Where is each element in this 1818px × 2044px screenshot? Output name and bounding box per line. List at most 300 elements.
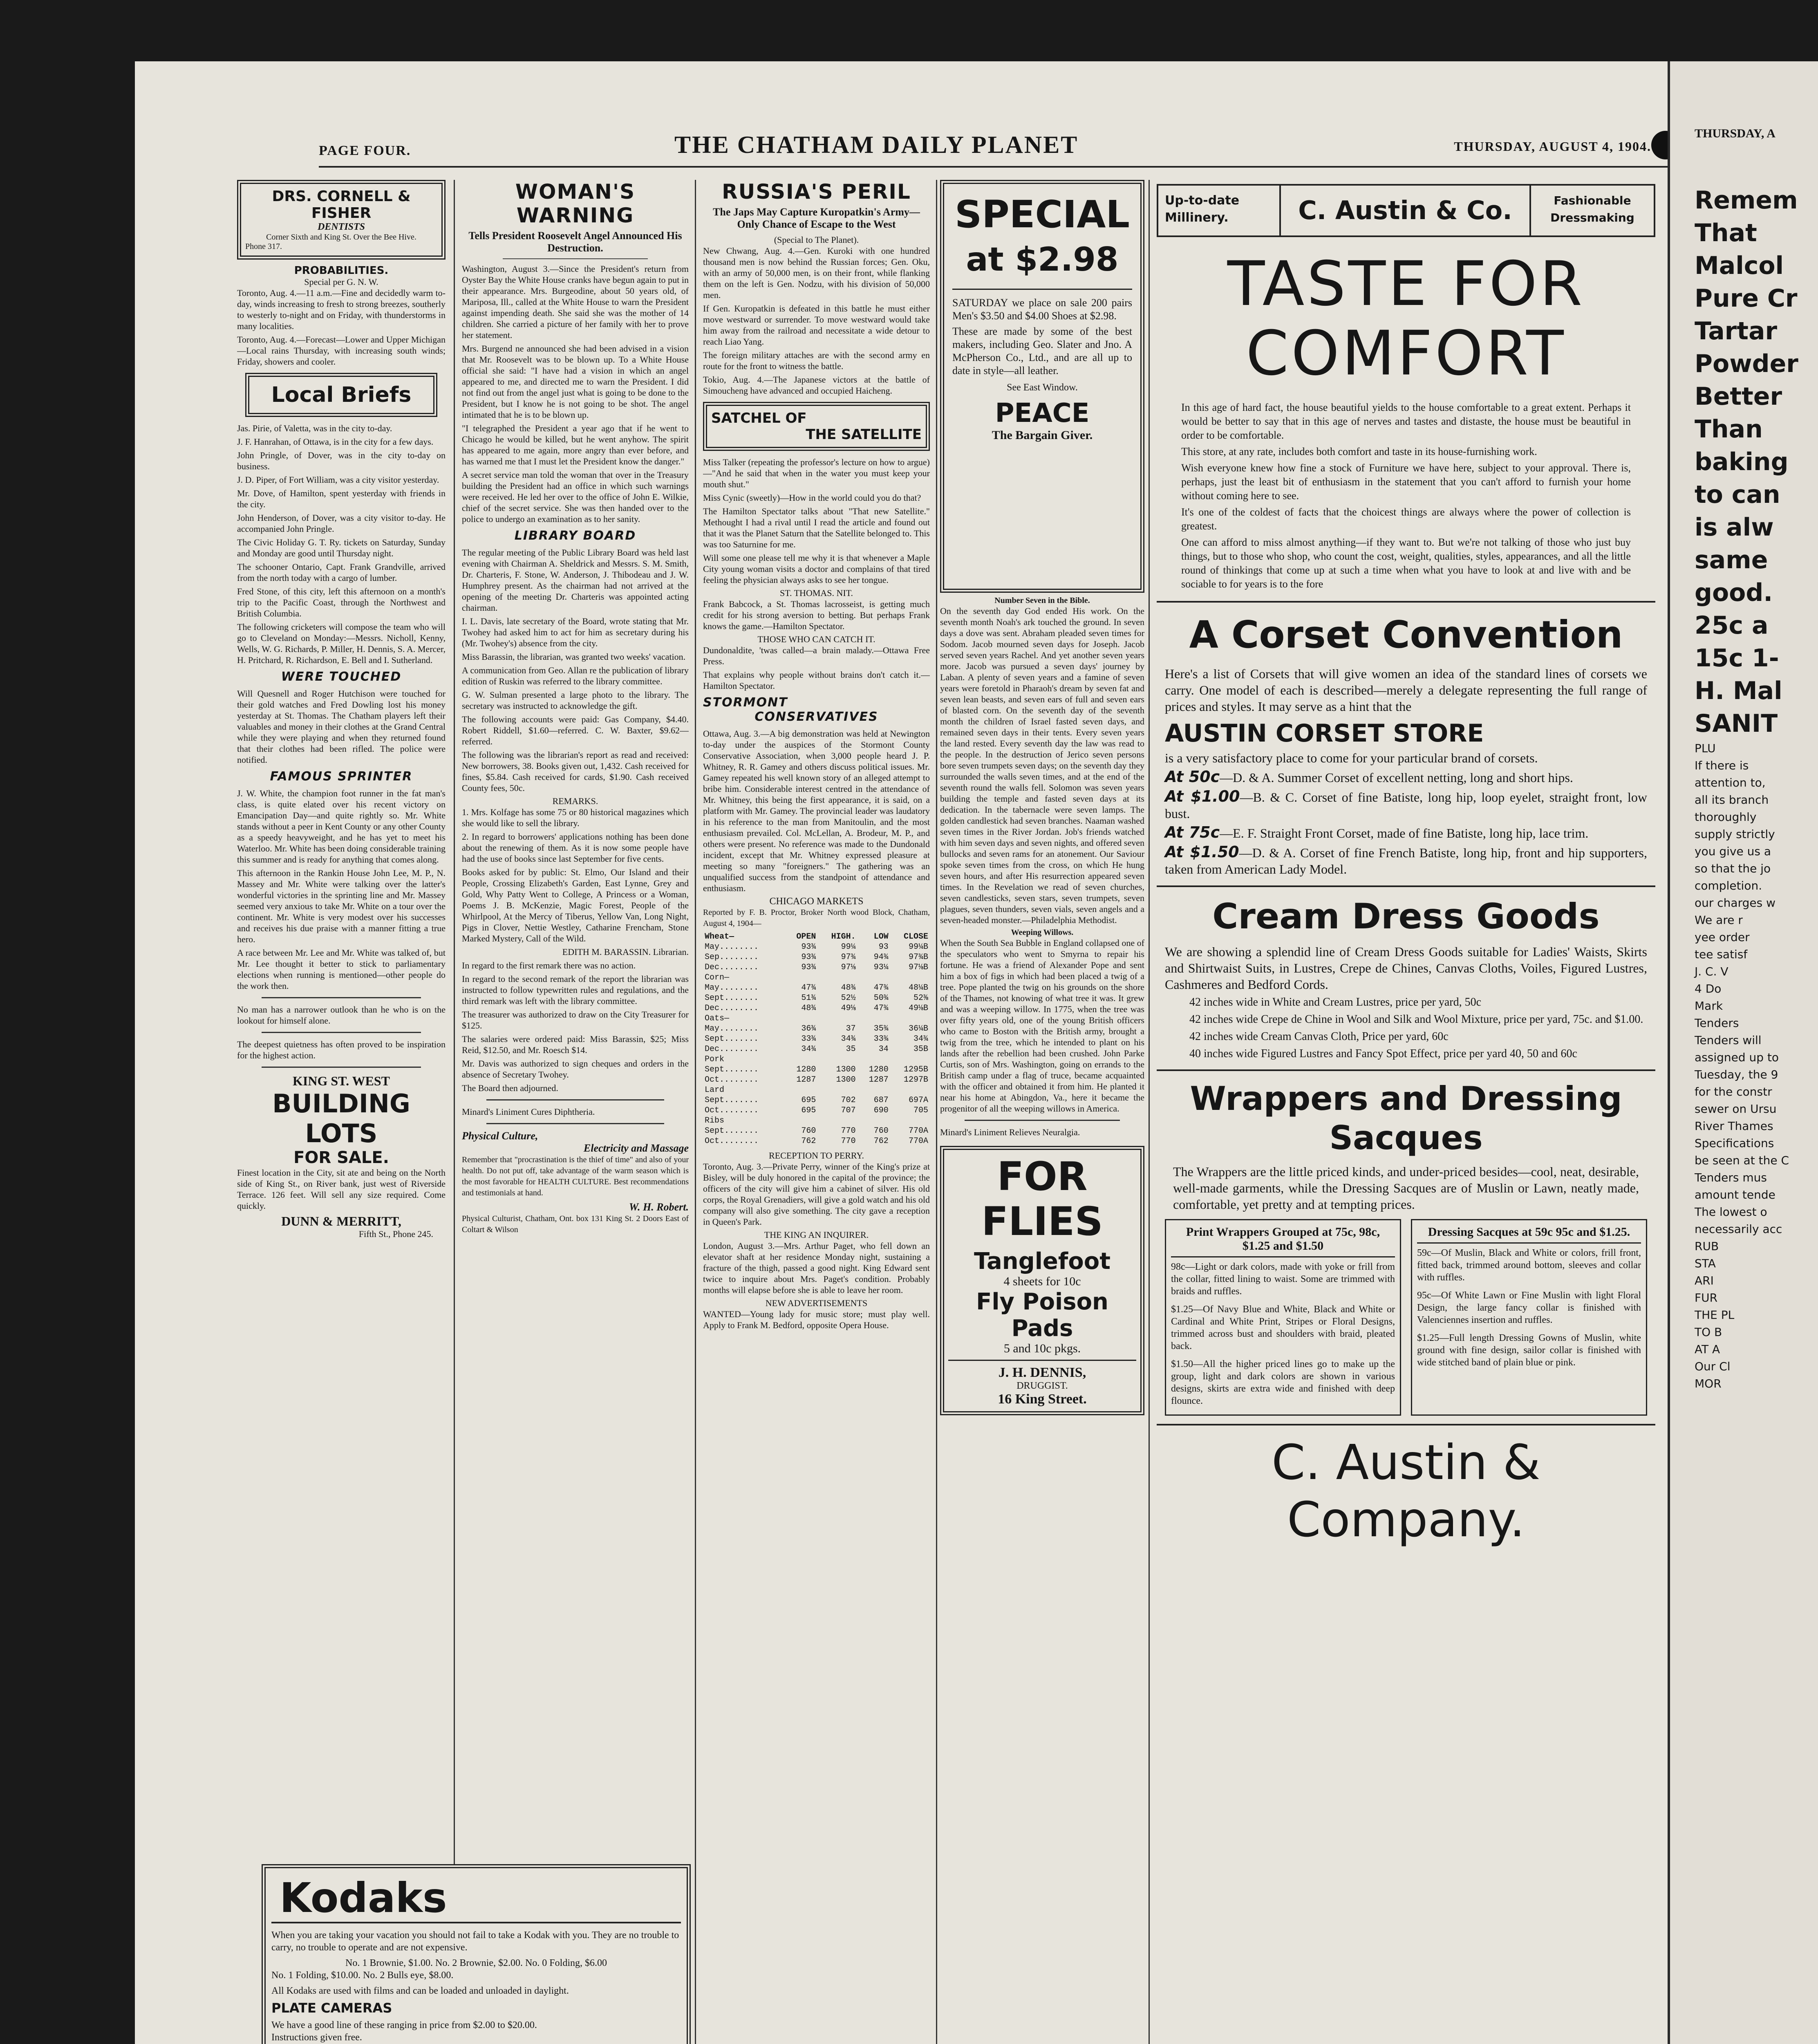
- austin-ad: [1157, 184, 1655, 2044]
- table-header: CLOSE: [903, 932, 928, 941]
- plate-cameras-text: We have a good line of these ranging in price from $2.00 to $20.00.: [271, 2020, 537, 2031]
- corset-desc: —D. & A. Corset of fine French Batiste, long hip, front and hip supporters, taken from American Lady Model.: [1165, 845, 1647, 876]
- column-4: [940, 180, 1144, 2044]
- russias-peril-heading: RUSSIA'S PERIL: [722, 180, 911, 204]
- table-cell: Dec........: [705, 1044, 759, 1054]
- adjacent-text-line: so that the jo: [1695, 862, 1771, 875]
- table-row: [703, 1116, 930, 1126]
- adjacent-page-date: THURSDAY, A: [1695, 127, 1775, 140]
- table-cell: 52½: [841, 993, 856, 1003]
- page-number: PAGE FOUR.: [319, 143, 411, 158]
- filler-text: The deepest quietness has often proved to be inspiration for the highest action.: [237, 1039, 446, 1060]
- adjacent-text-line: TO B: [1695, 1325, 1722, 1339]
- corset-desc: —D. & A. Summer Corset of excellent netting, long and short hips.: [1220, 770, 1573, 785]
- article-text: Miss Cynic (sweetly)—How in the world could you do that?: [703, 493, 921, 503]
- table-header: OPEN: [796, 932, 816, 941]
- article-text: When the South Sea Bubble in England collapsed one of the speculators who went to Smyrna to repair his fortune. He was a friend of Alexander Pope and sent him a box of figs in which had been placed a twig of a tree. Pope planted the twig on his grounds on the shore of the Thames, not knowing of what tree it was. It grew and was a weeping willow. In 1775, when the tree was over fifty years old, one of the young British officers who came to Boston with the British army, brought a twig from the tree, which he intended to plant on his lands after the rebellion had been crushed. John Parke Curtis, son of Mrs. Washington, going on errands to the British camp under a flag of truce, became acquainted with the officer and obtained it from him. He planted it near his home at Abingdon, Va., here it became the progenitor of all the weeping willows in America.: [940, 938, 1144, 1114]
- adjacent-text-line: THE PL: [1695, 1308, 1735, 1322]
- table-cell: [890, 1085, 930, 1095]
- table-cell: 34¾: [801, 1044, 816, 1054]
- newspaper-title: THE CHATHAM DAILY PLANET: [674, 131, 1079, 158]
- minard-ad: Minard's Liniment Cures Diphtheria.: [462, 1107, 595, 1117]
- table-cell: 33¾: [873, 1034, 889, 1044]
- table-cell: 695: [801, 1096, 816, 1105]
- adjacent-text-line: MOR: [1695, 1377, 1722, 1390]
- physical-text: Remember that "procrastination is the thief of time" and also of your health. Do not put off, take advantage of the warm season which is the most favorable for HEALTH CULTURE. Best recommendations and testimonials at hand.: [462, 1155, 689, 1197]
- adjacent-text-line: Pure Cr: [1695, 284, 1798, 313]
- brief-item: J. D. Piper, of Fort William, was a city visitor yesterday.: [237, 475, 439, 485]
- divider: [1157, 601, 1655, 603]
- table-cell: 34: [878, 1044, 889, 1054]
- adjacent-text-line: SANIT: [1695, 709, 1778, 738]
- adjacent-text-line: 4 Do: [1695, 982, 1722, 995]
- article-text: 1. Mrs. Kolfage has some 75 or 80 historical magazines which she would like to sell the library.: [462, 807, 689, 828]
- corset-item: [1165, 844, 1647, 877]
- column-rule: [936, 180, 937, 2044]
- table-row: [703, 1085, 930, 1095]
- comfort-heading: COMFORT: [1246, 318, 1566, 389]
- millinery-tag: [1158, 186, 1281, 235]
- table-cell: 35¾: [873, 1024, 889, 1033]
- adjacent-text-line: tee satisf: [1695, 948, 1748, 961]
- lots-text: Finest location in the City, sit ate and being on the North side of King St., on River bank, just west of Riverside Terrace. 126 feet. Will sell any size required. Come quickly.: [237, 1168, 446, 1211]
- adjacent-text-line: Our Cl: [1695, 1360, 1731, 1373]
- adjacent-text-line: STA: [1695, 1257, 1716, 1270]
- article-text: 2. In regard to borrowers' applications nothing has been done about the renewing of them. As it is now some people have had the use of books since last September for five cents.: [462, 831, 689, 864]
- librarian-signature: EDITH M. BARASSIN. Librarian.: [562, 947, 689, 957]
- article-text: The foreign military attaches are with the second army en route for the front to witness the battle.: [703, 350, 930, 371]
- table-cell: 51¾: [801, 993, 816, 1003]
- table-cell: 770A: [908, 1136, 928, 1146]
- divider: [503, 258, 648, 259]
- table-cell: 707: [841, 1106, 856, 1115]
- article-text: The treasurer was authorized to draw on the City Treasurer for $125.: [462, 1009, 689, 1031]
- corset-price: At $1.00: [1165, 787, 1240, 805]
- table-cell: 34¾: [913, 1034, 928, 1044]
- adjacent-text-line: to can: [1695, 480, 1780, 509]
- probabilities-heading: PROBABILITIES.: [294, 264, 389, 277]
- table-cell: [785, 1013, 817, 1024]
- adjacent-text-line: Than: [1695, 415, 1763, 444]
- famous-sprinter-heading: FAMOUS SPRINTER: [270, 769, 413, 784]
- article-text: In regard to the first remark there was no action.: [462, 960, 636, 970]
- adjacent-text-line: RUB: [1695, 1239, 1719, 1253]
- table-cell: [785, 973, 817, 983]
- table-cell: 1280: [796, 1065, 816, 1074]
- adjacent-text-line: Malcol: [1695, 251, 1784, 280]
- table-cell: 702: [841, 1096, 856, 1105]
- table-row: [703, 1136, 930, 1146]
- article-text: Mrs. Burgend ne announced she had been advised in a vision that Mr. Roosevelt was to be blown up. To a White House official she said: "I have had a vision in which an angel appeared to me, and directed me to warn the President. I did not find out from the angel just what is going to be done to the President, but I know he is not going to be shot. The angel intimated that he is to be blown up.: [462, 343, 689, 420]
- divider: [262, 1032, 421, 1033]
- table-row: [703, 1075, 930, 1085]
- adjacent-text-line: Remem: [1695, 186, 1798, 215]
- table-cell: 93: [878, 942, 889, 952]
- kodaks-ad: [262, 1864, 691, 2044]
- see-window: See East Window.: [1007, 382, 1078, 393]
- dentist-title: DENTISTS: [317, 222, 365, 232]
- issue-date: THURSDAY, AUGUST 4, 1904.: [1454, 139, 1651, 154]
- physical-name: W. H. Robert.: [629, 1201, 689, 1213]
- peace-brand: PEACE: [995, 398, 1090, 428]
- dressmaking-line: Fashionable: [1554, 194, 1631, 207]
- table-row: [703, 1095, 930, 1105]
- table-row: [703, 1105, 930, 1116]
- article-text: The following accounts were paid: Gas Company, $4.40. Robert Riddell, $1.60—referred. C. W. Baxter, $9.62—referred.: [462, 714, 689, 746]
- print-wrappers-heading: Print Wrappers Grouped at 75c, 98c, $1.25 and $1.50: [1171, 1225, 1395, 1257]
- satchel-heading: SATCHEL OF: [711, 410, 807, 426]
- corset-desc: —E. F. Straight Front Corset, made of fine Batiste, long hip, lace trim.: [1220, 826, 1589, 840]
- tanglefoot: Tanglefoot: [974, 1248, 1111, 1275]
- corset-body: [1157, 657, 1655, 877]
- stormont-heading: STORMONT: [703, 695, 788, 710]
- subheading: THOSE WHO CAN CATCH IT.: [757, 634, 875, 644]
- table-row: [703, 973, 930, 983]
- table-cell: 762: [801, 1136, 816, 1146]
- table-cell: 47¾: [801, 983, 816, 993]
- table-cell: [785, 1085, 817, 1095]
- table-cell: Corn—: [705, 973, 730, 982]
- table-cell: 770: [841, 1126, 856, 1136]
- lots-firm: DUNN & MERRITT,: [281, 1214, 401, 1228]
- subheading: Number Seven in the Bible.: [994, 596, 1090, 605]
- dennis-address: 16 King Street.: [998, 1392, 1087, 1407]
- peace-tagline: The Bargain Giver.: [992, 428, 1093, 442]
- table-cell: 49⅛B: [908, 1004, 928, 1013]
- brief-item: J. F. Hanrahan, of Ottawa, is in the city for a few days.: [237, 437, 434, 447]
- table-cell: [817, 1054, 857, 1065]
- adjacent-text-line: The lowest o: [1695, 1205, 1767, 1219]
- comfort-text: This store, at any rate, includes both comfort and taste in its house-furnishing work.: [1181, 446, 1537, 457]
- column-rule: [695, 180, 696, 2044]
- article-text: Miss Barassin, the librarian, was granted two weeks' vacation.: [462, 652, 686, 662]
- divider: [262, 1067, 421, 1068]
- cream-item: 42 inches wide Cream Canvas Cloth, Price per yard, 60c: [1189, 1030, 1449, 1043]
- dennis-firm: J. H. DENNIS,: [998, 1365, 1086, 1380]
- table-cell: Ribs: [705, 1116, 725, 1125]
- flies-ad: [940, 1146, 1144, 1415]
- table-cell: [817, 1085, 857, 1095]
- table-cell: Lard: [705, 1085, 725, 1095]
- comfort-text: Wish everyone knew how fine a stock of Furniture we have here, subject to your approval. There is, perhaps, just the least bit of enthusiasm in the statement that you can't afford to furnish your home without coming here to see.: [1181, 462, 1631, 502]
- table-cell: 1300: [836, 1075, 856, 1085]
- local-briefs-heading: Local Briefs: [271, 383, 412, 407]
- divider: [1157, 1069, 1655, 1071]
- special-heading: SPECIAL: [954, 193, 1130, 236]
- table-cell: [817, 1116, 857, 1126]
- brief-item: Fred Stone, of this city, left this afternoon on a month's trip to the Pacific Coast, through the Northwest and British Columbia.: [237, 586, 446, 619]
- table-cell: [785, 1054, 817, 1065]
- table-row: [703, 1003, 930, 1013]
- table-cell: 1297B: [903, 1075, 928, 1085]
- table-cell: 33¾: [801, 1034, 816, 1044]
- table-cell: 697A: [908, 1096, 928, 1105]
- sprinter-text: J. W. White, the champion foot runner in the fat man's class, is quite elated over his recent victory on Emancipation Day—and quite rightly so. Mr. White stands without a peer in Kent County or any other County as a speedy heavyweight, and he has yet to meet his Waterloo. Mr. White has been doing considerable training this summer and is ready for anything that comes along.: [237, 788, 446, 865]
- brief-item: Jas. Pirie, of Valetta, was in the city to-day.: [237, 423, 392, 433]
- kodaks-prices: No. 1 Folding, $10.00. No. 2 Bulls eye, $8.00.: [271, 1970, 454, 1981]
- adjacent-text-line: FUR: [1695, 1291, 1718, 1304]
- adjacent-text-line: same: [1695, 546, 1768, 574]
- table-cell: 47¾: [873, 1004, 889, 1013]
- table-cell: [890, 1116, 930, 1126]
- adjacent-text-line: River Thames: [1695, 1119, 1773, 1133]
- article-text: In regard to the second remark of the report the librarian was instructed to follow typewritten rules and regulations, and the third remark was left with the library committee.: [462, 974, 689, 1006]
- cream-item: 42 inches wide in White and Cream Lustres, price per yard, 50c: [1189, 996, 1482, 1009]
- table-cell: Sept.......: [705, 1096, 759, 1105]
- article-text: The Hamilton Spectator talks about "That new Satellite." Methought I had a rival until I read the article and found out that it was the Planet Saturn that the Satellite belonged to. This was too Saturnine for me.: [703, 506, 930, 549]
- adjacent-text-line: assigned up to: [1695, 1051, 1779, 1064]
- table-row: [703, 1044, 930, 1054]
- adjacent-text-line: PLU: [1695, 742, 1716, 755]
- dentist-address: Corner Sixth and King St. Over the Bee Hive.: [266, 233, 416, 242]
- massage-heading: Electricity and Massage: [583, 1142, 689, 1154]
- table-cell: 690: [873, 1106, 889, 1115]
- local-briefs-box: [245, 373, 437, 417]
- sacque-item: 95c—Of White Lawn or Fine Muslin with light Floral Design, the large fancy collar is finished with Valenciennes insertion and ruffles.: [1417, 1290, 1641, 1325]
- divider: [486, 1099, 664, 1100]
- dressmaking-line: Dressmaking: [1550, 211, 1634, 224]
- table-cell: 97⅛B: [908, 963, 928, 972]
- subheading: THE KING AN INQUIRER.: [764, 1230, 869, 1240]
- corset-item: [1165, 769, 1647, 786]
- adjacent-text-line: yee order: [1695, 930, 1750, 944]
- table-cell: 35B: [913, 1044, 928, 1054]
- table-cell: Oct........: [705, 1106, 759, 1115]
- table-cell: Oats—: [705, 1014, 730, 1023]
- markets-heading: CHICAGO MARKETS: [769, 896, 864, 907]
- table-cell: 35: [846, 1044, 856, 1054]
- corset-price: At $1.50: [1165, 843, 1239, 861]
- adjacent-text-line: 25c a: [1695, 611, 1769, 640]
- table-cell: [858, 1054, 890, 1065]
- table-cell: Sept.......: [705, 1034, 759, 1044]
- kodaks-instructions: Instructions given free.: [271, 2032, 362, 2043]
- wrappers-grid: [1165, 1219, 1647, 1416]
- divider: [1157, 1424, 1655, 1425]
- column-rule: [1149, 180, 1150, 2044]
- dressmaking-tag: [1531, 186, 1654, 235]
- table-cell: 99¼B: [908, 942, 928, 952]
- markets-intro: Reported by F. B. Proctor, Broker North wood Block, Chatham, August 4, 1904—: [703, 908, 930, 928]
- kodaks-loaded: All Kodaks are used with films and can be loaded and unloaded in daylight.: [271, 1986, 569, 1996]
- table-cell: [785, 1116, 817, 1126]
- article-text: That explains why people without brains don't catch it.—Hamilton Spectator.: [703, 670, 930, 691]
- table-cell: [817, 1013, 857, 1024]
- table-cell: 97¾B: [908, 953, 928, 962]
- kodaks-prices: No. 1 Brownie, $1.00. No. 2 Brownie, $2.00. No. 0 Folding, $6.00: [345, 1958, 607, 1968]
- table-cell: 762: [873, 1136, 889, 1146]
- corset-heading: A Corset Convention: [1189, 613, 1623, 657]
- sprinter-text: A race between Mr. Lee and Mr. White was talked of, but Mr. Lee thought it better to stick to parliamentary elections when running is mentioned—other people do the work then.: [237, 948, 446, 991]
- austin-brand: C. Austin & Co.: [1281, 186, 1531, 235]
- austin-tagbar: [1157, 184, 1655, 237]
- table-cell: Oct........: [705, 1136, 759, 1146]
- table-cell: 705: [913, 1106, 928, 1115]
- table-header: HIGH.: [831, 932, 856, 941]
- lots-heading: BUILDING LOTS: [272, 1089, 410, 1148]
- adjacent-text-line: good.: [1695, 578, 1773, 607]
- corset-item: [1165, 824, 1647, 841]
- article-text: Tokio, Aug. 4.—The Japanese victors at the battle of Simoucheng have advanced and occupied Haicheng.: [703, 374, 930, 396]
- cream-heading: Cream Dress Goods: [1212, 896, 1600, 937]
- article-text: "I telegraphed the President a year ago that if he went to Chicago he would be killed, but he went anyhow. The spirit has appeared to me again, more angry than ever before, and has warned me that I must let the President know the danger.": [462, 423, 689, 466]
- dennis-druggist: DRUGGIST.: [1016, 1381, 1068, 1391]
- table-cell: May........: [705, 983, 759, 993]
- table-cell: 34¾: [841, 1034, 856, 1044]
- corset-desc: —B. & C. Corset of fine Batiste, long hip, loop eyelet, straight front, low bust.: [1165, 790, 1647, 821]
- table-cell: 36¾: [801, 1024, 816, 1033]
- adjacent-text-line: If there is: [1695, 759, 1749, 772]
- corset-price: At 75c: [1165, 823, 1220, 841]
- satchel-heading: THE SATELLITE: [806, 426, 922, 443]
- table-row: [703, 1054, 930, 1065]
- minard-ad: Minard's Liniment Relieves Neuralgia.: [940, 1127, 1080, 1137]
- article-text: The regular meeting of the Public Library Board was held last evening with Chairman A. Sheldrick and Messrs. S. M. Smith, Dr. Charteris, F. Stone, W. Anderson, J. Thibodeau and J. W. Humphrey present. As the chairman had not arrived at the opening of the meeting Dr. Charteris was appointed acting chairman.: [462, 547, 689, 613]
- table-row: [703, 962, 930, 973]
- divider: [948, 1360, 1136, 1361]
- brief-item: The following cricketers will compose the team who will go to Cleveland on Monday:—Messrs. Nicholl, Kenny, Wells, W. G. Richards, P. Miller, H. Dennis, S. A. Mercer, H. Pritchard, R. Richardson, E. Bell and I. Sutherland.: [237, 622, 446, 665]
- wrapper-item: $1.25—Of Navy Blue and White, Black and White or Cardinal and White Print, Stripes or Floral Designs, trimmed across bust and shoulders with braid, pleated back.: [1171, 1304, 1395, 1351]
- adjacent-text-line: Powder: [1695, 350, 1798, 378]
- article-text: New Chwang, Aug. 4.—Gen. Kuroki with one hundred thousand men is now behind the Russian forces; Gen. Oku, with an army of 50,000 men, is on their front, while flanking them on the left is Gen. Nodzu, with his division of 50,000 men.: [703, 246, 930, 300]
- dentist-name: DRS. CORNELL & FISHER: [272, 188, 411, 222]
- adjacent-text-line: all its branch: [1695, 793, 1769, 807]
- subheading: ST. THOMAS. NIT.: [779, 588, 853, 598]
- table-cell: 1300: [836, 1065, 856, 1074]
- column-2: [462, 180, 689, 1856]
- plate-cameras-heading: PLATE CAMERAS: [271, 2000, 392, 2016]
- physical-address: Physical Culturist, Chatham, Ont. box 131 King St. 2 Doors East of Coltart & Wilson: [462, 1214, 689, 1234]
- column-3: [703, 180, 930, 2044]
- table-cell: Pork: [705, 1055, 725, 1064]
- divider: [486, 1123, 664, 1124]
- article-text: Washington, August 3.—Since the President's return from Oyster Bay the White House cranks have begun again to put in their appearance. Mrs. Burgeodine, about 50 years old, of Mariposa, Ill., called at the White House to warn the President against impending death. She said she was the mother of 14 children. She carried a picture of her family with her to prove her statement.: [462, 264, 689, 340]
- special-line: (Special to The Planet).: [774, 235, 859, 245]
- millinery-line: Millinery.: [1165, 211, 1229, 225]
- table-cell: 48¾: [841, 983, 856, 993]
- special-text: These are made by some of the best makers, including Geo. Slater and Jno. A McPherson Co., Ltd., and are all up to date in style—all leather.: [952, 325, 1132, 377]
- stormont-heading: CONSERVATIVES: [755, 710, 878, 724]
- millinery-line: Up-to-date: [1165, 193, 1240, 208]
- wrappers-heading: Wrappers and Dressing: [1190, 1080, 1622, 1118]
- womans-warning-heading: WOMAN'S WARNING: [515, 180, 636, 227]
- taste-heading: TASTE FOR: [1227, 249, 1585, 320]
- table-cell: 93¾: [801, 953, 816, 962]
- table-cell: 97¾: [841, 953, 856, 962]
- table-cell: Dec........: [705, 963, 759, 972]
- cream-item: 42 inches wide Crepe de Chine in Wool and Silk and Wool Mixture, price per yard, 75c. and $1.00.: [1189, 1013, 1643, 1026]
- adjacent-text-line: you give us a: [1695, 845, 1771, 858]
- table-cell: 1287: [869, 1075, 889, 1085]
- comfort-body: [1157, 388, 1655, 591]
- table-cell: [858, 1116, 890, 1126]
- sacque-item: $1.25—Full length Dressing Gowns of Muslin, white ground with fine design, sailor collar is finished with wide stitched band of plain blue or pink.: [1417, 1333, 1641, 1368]
- masthead: [319, 123, 1668, 168]
- table-cell: Sep........: [705, 953, 759, 962]
- dressing-sacques-heading: Dressing Sacques at 59c 95c and $1.25.: [1417, 1225, 1641, 1244]
- article-text: London, August 3.—Mrs. Arthur Paget, who fell down an elevator shaft at her residence Monday night, sustaining a fracture of the thigh, passed a good night. King Edward sent twice to inquire about Mrs. Paget's condition. Probably months will elapse before she is able to leave her room.: [703, 1241, 930, 1295]
- divider: [965, 1120, 1120, 1121]
- article-text: A secret service man told the woman that over in the Treasury building the President had an office in which such warnings were received. He led her over to the office of John E. Wilkie, chief of the secret service. She was then handed over to the police to undergo an examination as to her sanity.: [462, 470, 689, 524]
- table-cell: 770A: [908, 1126, 928, 1136]
- table-cell: 99¼: [841, 942, 856, 952]
- lots-street: KING ST. WEST: [292, 1074, 390, 1088]
- sacques-heading: Sacques: [1329, 1119, 1483, 1157]
- fly-poison: Fly Poison: [976, 1289, 1108, 1315]
- probabilities-text: Toronto, Aug. 4.—Forecast—Lower and Upper Michigan—Local rains Thursday, with increasing south winds; Friday, showers and cooler.: [237, 334, 446, 367]
- column-rule: [454, 180, 455, 2044]
- were-touched-text: Will Quesnell and Roger Hutchison were touched for their gold watches and Fred Dowling lost his money yesterday at St. Thomas. The Chatham players left their valuables and money in their clothes at the Grand Central while they were playing and when they returned found that their clothes had been rifled. The police were notified.: [237, 688, 446, 765]
- lots-address: Fifth St., Phone 245.: [358, 1229, 433, 1239]
- table-row: [703, 1126, 930, 1136]
- adjacent-text-line: J. C. V: [1695, 965, 1728, 978]
- brief-item: John Henderson, of Dover, was a city visitor to-day. He accompanied John Pringle.: [237, 513, 446, 534]
- table-cell: [817, 973, 857, 983]
- adjacent-text-line: Specifications: [1695, 1136, 1774, 1150]
- pkgs-price: 5 and 10c pkgs.: [1003, 1342, 1081, 1355]
- adjacent-text-line: baking: [1695, 448, 1789, 476]
- kodaks-heading: Kodaks: [271, 1874, 681, 1923]
- corset-price: At 50c: [1165, 768, 1220, 786]
- adjacent-text-line: for the constr: [1695, 1085, 1772, 1098]
- table-cell: 687: [873, 1096, 889, 1105]
- table-cell: Sept.......: [705, 993, 759, 1003]
- adjacent-text-line: Tenders: [1695, 1016, 1739, 1030]
- table-cell: 94¾: [873, 953, 889, 962]
- table-cell: May........: [705, 942, 759, 952]
- subheading: NEW ADVERTISEMENTS: [765, 1298, 868, 1308]
- article-text: G. W. Sulman presented a large photo to the library. The secretary was instructed to acknowledge the gift.: [462, 690, 689, 711]
- womans-warning-deck: Tells President Roosevelt Angel Announced His Destruction.: [468, 230, 682, 254]
- article-text: If Gen. Kuropatkin is defeated in this battle he must either move westward or surrender. To move westward would take him away from the railroad and necessitate a wide detour to reach Liao Yang.: [703, 303, 930, 347]
- table-cell: 760: [873, 1126, 889, 1136]
- sprinter-text: This afternoon in the Rankin House John Lee, M. P., N. Massey and Mr. White were talking over the latter's wonderful victories in the sprinting line and Mr. Massey seemed very anxious to take Mr. White on a tour over the continent. Mr. White is very modest over his successes and receives his due praise with a manner fitting a true hero.: [237, 868, 446, 944]
- article-text: WANTED—Young lady for music store; must play well. Apply to Frank M. Bedford, opposite Opera House.: [703, 1309, 930, 1330]
- brief-item: The Civic Holiday G. T. Ry. tickets on Saturday, Sunday and Monday are good until Thursday night.: [237, 537, 446, 558]
- article-text: Dundonaldite, 'twas called—a brain malady.—Ottawa Free Press.: [703, 645, 930, 666]
- cream-body: [1157, 938, 1655, 1061]
- article-text: Will some one please tell me why it is that whenever a Maple City young woman visits a doctor and complains of that tired feeling the physician always asks to see her tongue.: [703, 553, 930, 585]
- adjacent-text-line: supply strictly: [1695, 827, 1775, 841]
- comfort-text: In this age of hard fact, the house beautiful yields to the house comfortable to a great extent. Perhaps it would be better to say that in this age of nerves and tastes and distaste, the house must be beautiful in order to be comfortable.: [1181, 401, 1631, 441]
- print-wrappers-box: [1165, 1219, 1401, 1416]
- brief-item: Mr. Dove, of Hamilton, spent yesterday with friends in the city.: [237, 488, 446, 509]
- table-cell: Sept.......: [705, 1065, 759, 1074]
- adjacent-text-line: That: [1695, 219, 1757, 247]
- article-text: A communication from Geo. Allan re the publication of library edition of Ruskin was referred to the library committee.: [462, 665, 689, 686]
- flies-for: FOR: [997, 1154, 1088, 1199]
- dentist-ad: [237, 180, 446, 260]
- adjacent-text-line: is alw: [1695, 513, 1774, 542]
- special-text: SATURDAY we place on sale 200 pairs Men's $3.50 and $4.00 Shoes at $2.98.: [952, 297, 1132, 322]
- table-row: [703, 952, 930, 962]
- divider: [952, 289, 1132, 290]
- cream-text: We are showing a splendid line of Cream Dress Goods suitable for Ladies' Waists, Skirts and Shirtwaist Suits, in Lustres, Crepe de Chines, Canvas Cloths, Voiles, Figured Lustres, Cashmeres and Bedford Cords.: [1165, 944, 1647, 992]
- table-cell: Sept.......: [705, 1126, 759, 1136]
- table-cell: [890, 1013, 930, 1024]
- corset-item: [1165, 788, 1647, 822]
- austin-footer: C. Austin & Company.: [1272, 1434, 1540, 1548]
- flies-heading: FLIES: [981, 1199, 1103, 1244]
- table-cell: 36¼B: [908, 1024, 928, 1033]
- table-row: [703, 983, 930, 993]
- adjacent-text-line: completion.: [1695, 879, 1762, 892]
- table-cell: 49⅛: [841, 1004, 856, 1013]
- markets-table: [703, 932, 930, 1146]
- adjacent-text-line: We are r: [1695, 913, 1743, 927]
- table-cell: 47¾: [873, 983, 889, 993]
- table-cell: [858, 1085, 890, 1095]
